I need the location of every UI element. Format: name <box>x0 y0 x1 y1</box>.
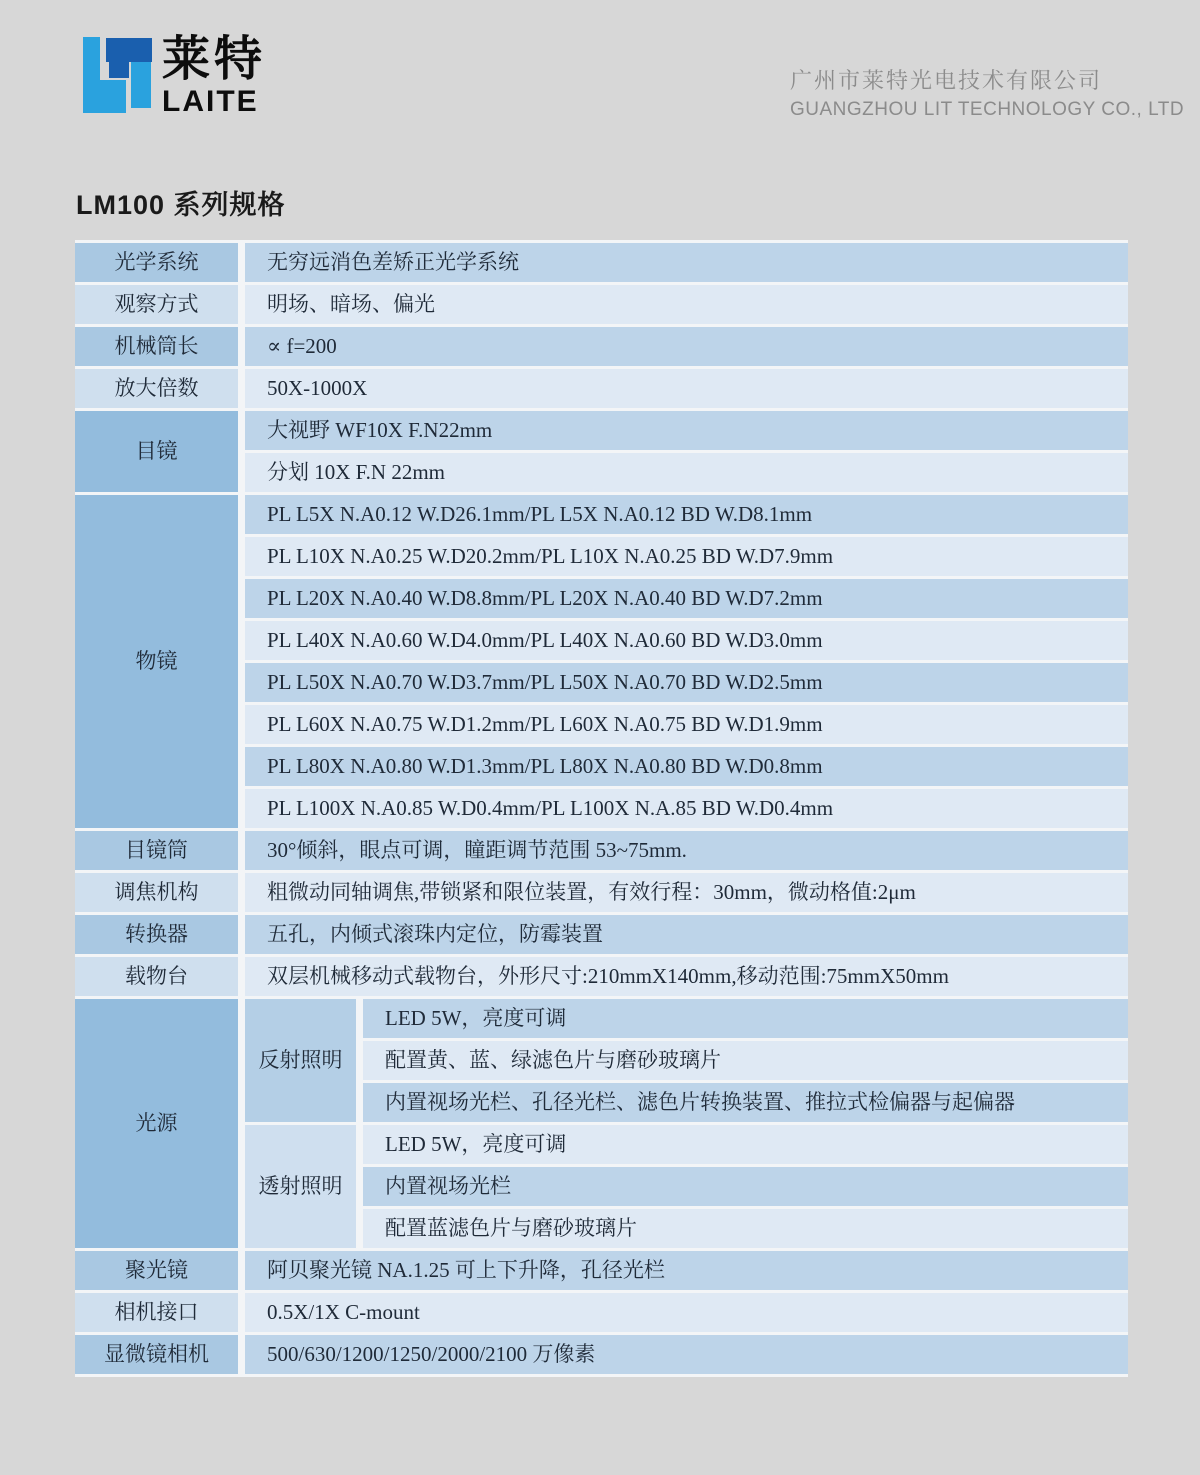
spec-value: PL L60X N.A0.75 W.D1.2mm/PL L60X N.A0.75 BD W.D1.9mm <box>245 705 1128 744</box>
spec-label: 机械筒长 <box>75 327 238 366</box>
spec-sublabel: 透射照明 <box>245 1125 356 1248</box>
spec-label: 物镜 <box>75 495 238 828</box>
brand-name-en: LAITE <box>162 85 259 118</box>
company-name-cn: 广州市莱特光电技术有限公司 <box>790 68 1103 93</box>
spec-label: 相机接口 <box>75 1293 238 1332</box>
page-title: LM100 系列规格 <box>76 190 286 220</box>
spec-value: 500/630/1200/1250/2000/2100 万像素 <box>245 1335 1128 1374</box>
spec-label: 聚光镜 <box>75 1251 238 1290</box>
spec-sublabel: 反射照明 <box>245 999 356 1122</box>
spec-label: 调焦机构 <box>75 873 238 912</box>
spec-value: 30°倾斜，眼点可调，瞳距调节范围 53~75mm. <box>245 831 1128 870</box>
spec-value: 内置视场光栏 <box>363 1167 1128 1206</box>
spec-label: 转换器 <box>75 915 238 954</box>
spec-value: LED 5W，亮度可调 <box>363 1125 1128 1164</box>
logo-shape-l-stem <box>83 37 100 83</box>
spec-value: PL L80X N.A0.80 W.D1.3mm/PL L80X N.A0.80 BD W.D0.8mm <box>245 747 1128 786</box>
company-name-en: GUANGZHOU LIT TECHNOLOGY CO., LTD <box>790 99 1185 120</box>
spec-value: 配置黄、蓝、绿滤色片与磨砂玻璃片 <box>363 1041 1128 1080</box>
spec-value: 粗微动同轴调焦,带锁紧和限位装置，有效行程：30mm，微动格值:2μm <box>245 873 1128 912</box>
laite-logo <box>80 34 155 114</box>
spec-label: 载物台 <box>75 957 238 996</box>
spec-value: PL L50X N.A0.70 W.D3.7mm/PL L50X N.A0.70 BD W.D2.5mm <box>245 663 1128 702</box>
spec-value: LED 5W，亮度可调 <box>363 999 1128 1038</box>
brand-block <box>162 34 266 118</box>
spec-value: ∝ f=200 <box>245 327 1128 366</box>
spec-value: 无穷远消色差矫正光学系统 <box>245 243 1128 282</box>
logo-shape-t-joint <box>109 62 129 78</box>
company-block <box>790 66 1184 124</box>
spec-label: 显微镜相机 <box>75 1335 238 1374</box>
spec-label: 目镜 <box>75 411 238 492</box>
spec-table <box>75 240 1128 1377</box>
spec-value: PL L40X N.A0.60 W.D4.0mm/PL L40X N.A0.60 BD W.D3.0mm <box>245 621 1128 660</box>
spec-value: PL L20X N.A0.40 W.D8.8mm/PL L20X N.A0.40 BD W.D7.2mm <box>245 579 1128 618</box>
spec-value: PL L10X N.A0.25 W.D20.2mm/PL L10X N.A0.25 BD W.D7.9mm <box>245 537 1128 576</box>
logo-shape-t-stem <box>131 62 151 108</box>
spec-label: 光源 <box>75 999 238 1248</box>
spec-value: 50X-1000X <box>245 369 1128 408</box>
spec-label: 目镜筒 <box>75 831 238 870</box>
spec-value: 双层机械移动式载物台，外形尺寸:210mmX140mm,移动范围:75mmX50mm <box>245 957 1128 996</box>
logo-shape-t-bar <box>106 38 152 62</box>
spec-value: PL L100X N.A0.85 W.D0.4mm/PL L100X N.A.85 BD W.D0.4mm <box>245 789 1128 828</box>
spec-label: 观察方式 <box>75 285 238 324</box>
spec-value: PL L5X N.A0.12 W.D26.1mm/PL L5X N.A0.12 BD W.D8.1mm <box>245 495 1128 534</box>
spec-value: 五孔，内倾式滚珠内定位，防霉装置 <box>245 915 1128 954</box>
brand-name-cn: 莱特 <box>162 33 267 86</box>
logo-shape-l-foot <box>83 80 126 113</box>
spec-value: 大视野 WF10X F.N22mm <box>245 411 1128 450</box>
spec-label: 光学系统 <box>75 243 238 282</box>
spec-value: 0.5X/1X C-mount <box>245 1293 1128 1332</box>
spec-value: 阿贝聚光镜 NA.1.25 可上下升降，孔径光栏 <box>245 1251 1128 1290</box>
spec-value: 内置视场光栏、孔径光栏、滤色片转换装置、推拉式检偏器与起偏器 <box>363 1083 1128 1122</box>
spec-value: 配置蓝滤色片与磨砂玻璃片 <box>363 1209 1128 1248</box>
spec-label: 放大倍数 <box>75 369 238 408</box>
spec-value: 明场、暗场、偏光 <box>245 285 1128 324</box>
spec-value: 分划 10X F.N 22mm <box>245 453 1128 492</box>
